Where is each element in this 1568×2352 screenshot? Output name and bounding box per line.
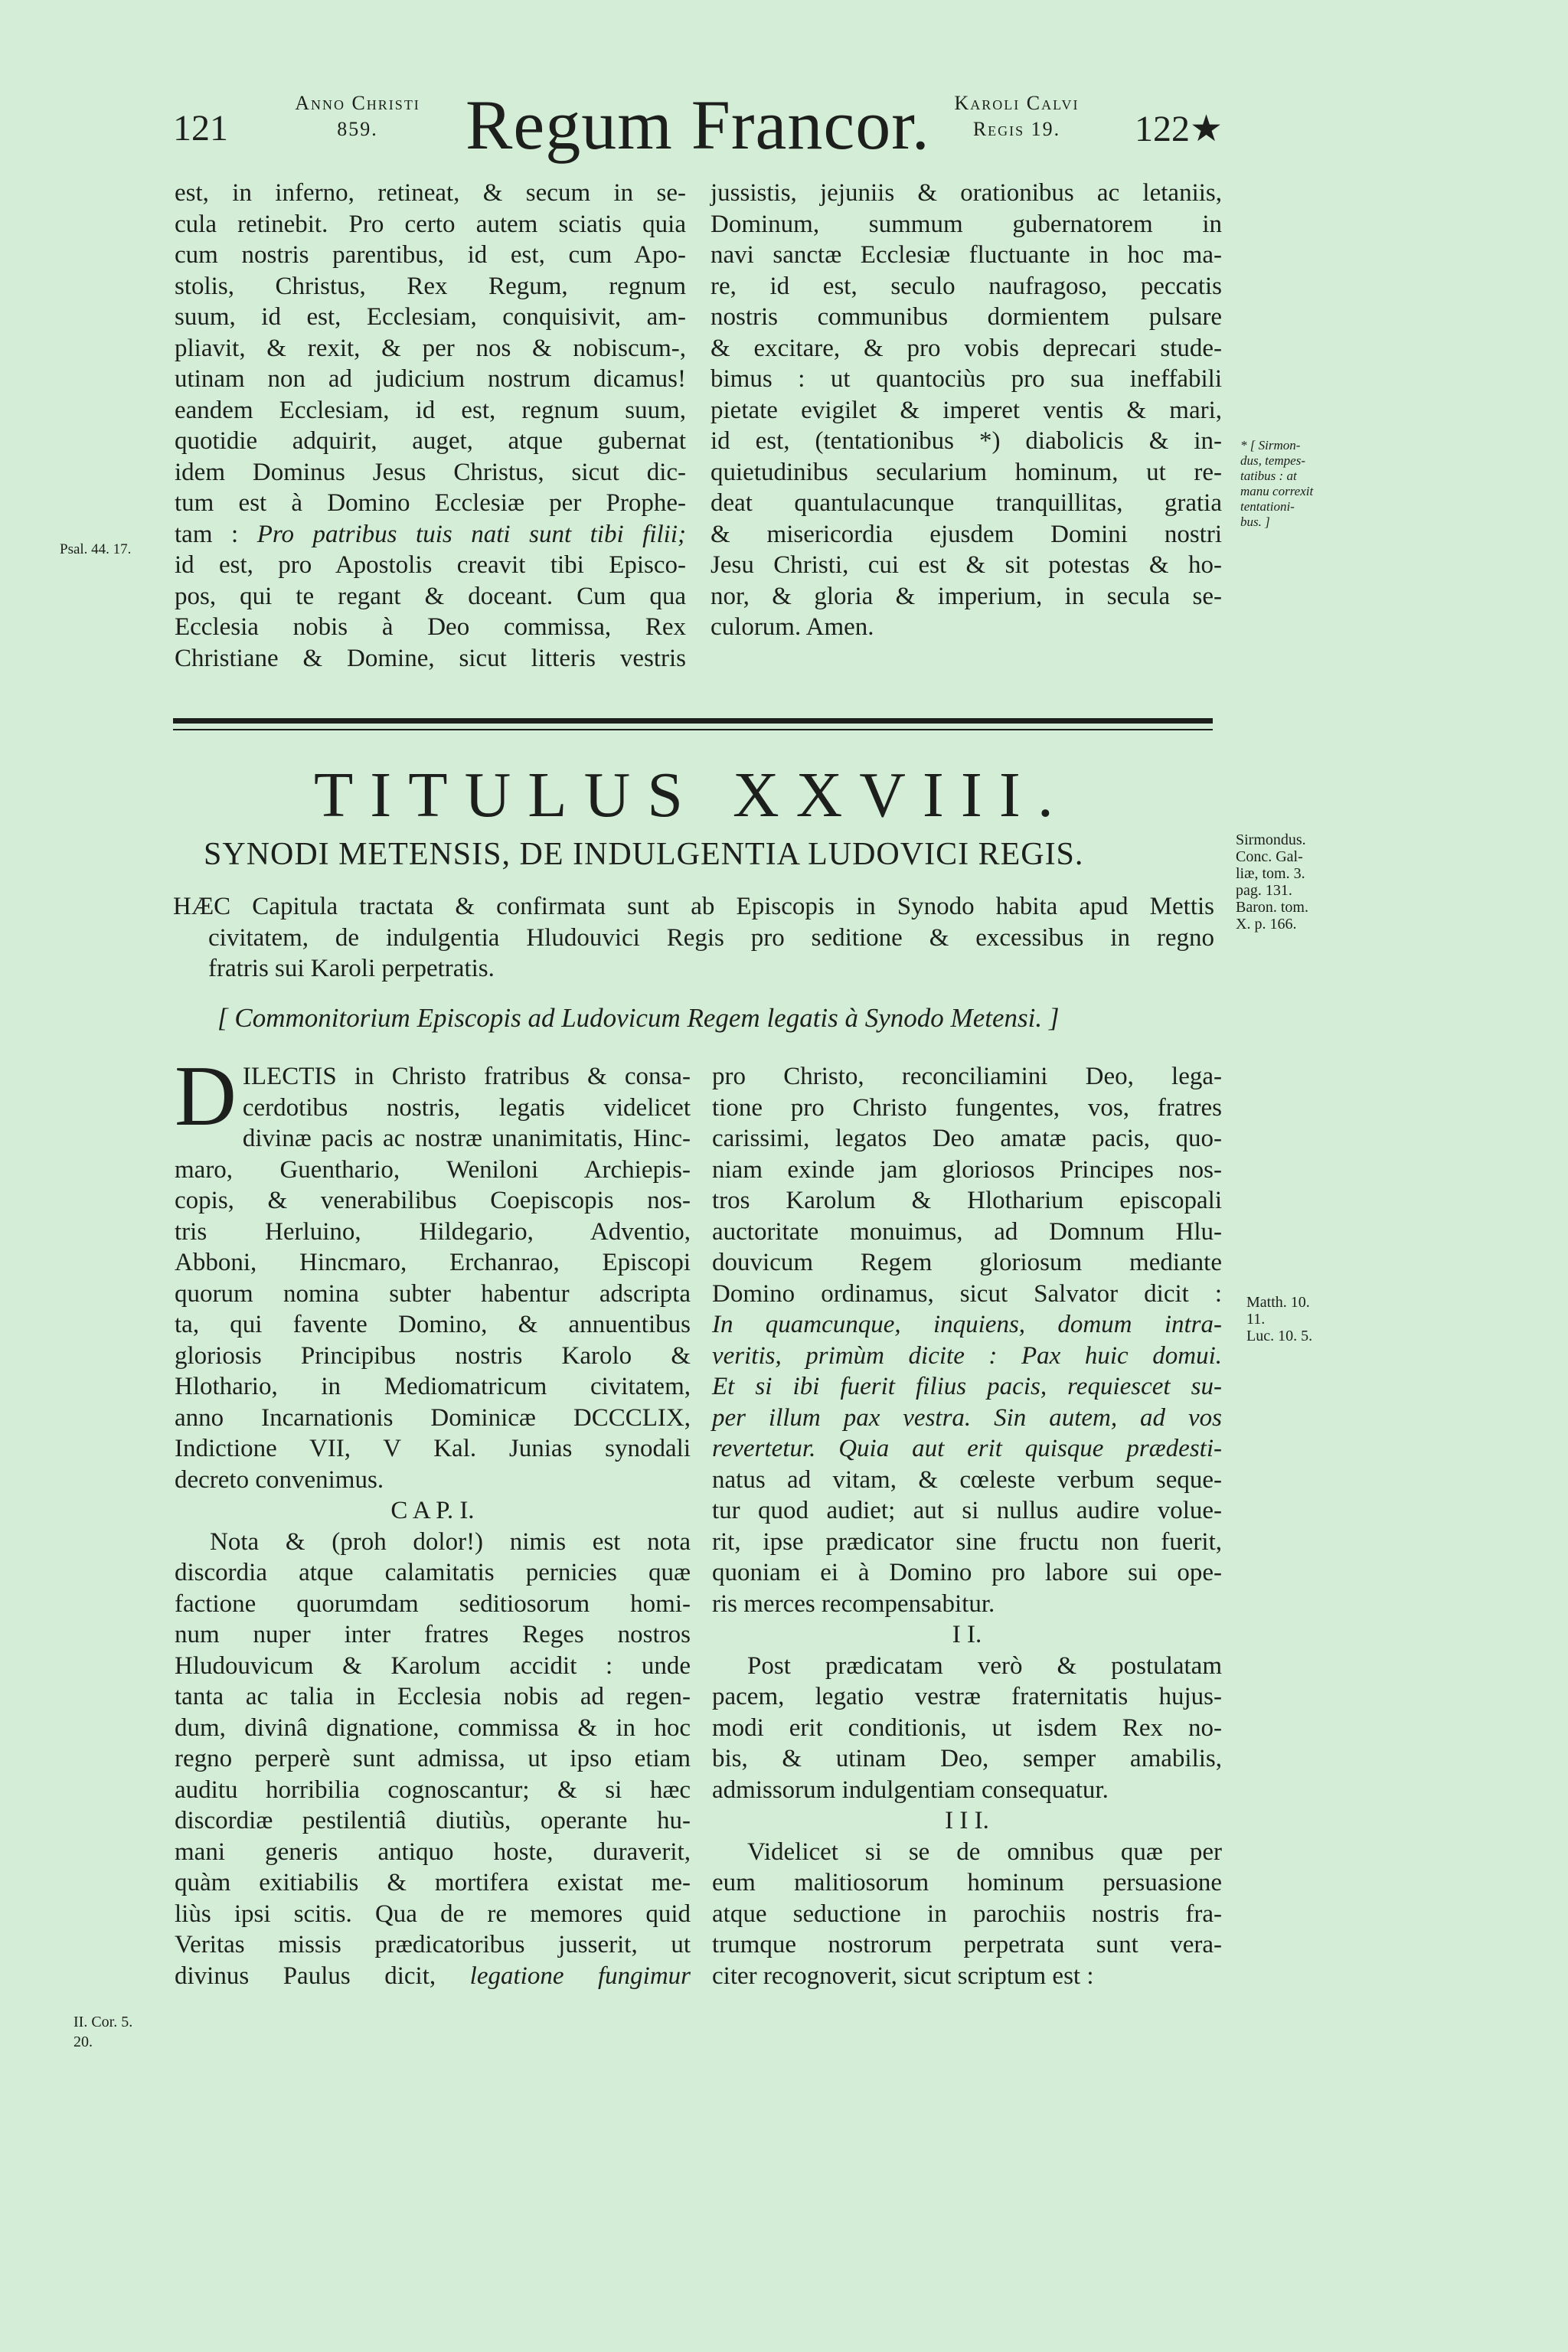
margin-line: tatibus : at — [1240, 469, 1297, 483]
text-line: eandem Ecclesiam, id est, regnum suum, — [175, 396, 686, 424]
margin-line: II. Cor. 5. — [74, 2014, 133, 2030]
margin-line: bus. ] — [1240, 514, 1270, 529]
text-line: pietate evigilet & imperet ventis & mari, — [710, 396, 1222, 424]
margin-note-sirmond-ref — [1236, 831, 1343, 933]
text-line: ILECTIS in Christo fratribus & consa- — [242, 1063, 691, 1090]
bottom-right-column — [712, 1061, 1222, 1991]
text-line: mani generis antiquo hoste, duraverit, — [175, 1838, 691, 1866]
text-line: gloriosis Principibus nostris Karolo & — [175, 1341, 691, 1370]
margin-note-psal: Psal. 44. 17. — [60, 541, 132, 557]
text-line: veritis, primùm dicite : Pax huic domui. — [712, 1341, 1222, 1370]
text-line: regno perperè sunt admissa, ut ipso etiam — [175, 1745, 691, 1772]
text-line: ris merces recompensabitur. — [712, 1589, 995, 1618]
text-line: culorum. Amen. — [710, 613, 874, 641]
section-rule-thick — [173, 718, 1213, 724]
chapter-heading: I I I. — [945, 1807, 989, 1834]
text-line: Veritas missis prædicatoribus jusserit, ut — [175, 1931, 691, 1958]
margin-note-icor — [74, 2012, 132, 2052]
text-line: Dominum, summum gubernatorem in — [710, 210, 1222, 238]
section-rule-thin — [173, 729, 1213, 730]
text-line: discordia atque calamitatis pernicies quæ — [175, 1559, 691, 1586]
commonitorium-heading: [ Commonitorium Episcopis ad Ludovicum Regem legatis à Synodo Metensi. ] — [217, 1003, 1060, 1033]
synod-subtitle: SYNODI METENSIS, DE INDULGENTIA LUDOVICI REGIS. — [204, 837, 1084, 872]
text-line: tione pro Christo fungentes, vos, fratres — [712, 1093, 1222, 1122]
text-line: In quamcunque, inquiens, domum intra- — [712, 1311, 1222, 1338]
titulus-heading: TITULUS XXVIII. — [314, 760, 1070, 831]
text-line: dum, divinâ dignatione, commissa & in hoc — [175, 1713, 691, 1742]
text-line: jussistis, jejuniis & orationibus ac letaniis, — [710, 179, 1222, 207]
text-line: & misericordia ejusdem Domini nostri — [710, 520, 1222, 548]
text-line: copis, & venerabilibus Coepiscopis nos- — [175, 1187, 691, 1214]
text-line: utinam non ad judicium nostrum dicamus! — [175, 365, 686, 393]
text-line: & excitare, & pro vobis deprecari stude- — [710, 334, 1222, 362]
text-line: quorum nomina subter habentur adscripta — [175, 1279, 691, 1308]
text-line: Ecclesia nobis à Deo commissa, Rex — [175, 613, 686, 641]
text-line: ta, qui favente Domino, & annuentibus — [175, 1311, 691, 1338]
chapter-heading: C A P. I. — [390, 1497, 475, 1524]
margin-line: Matth. 10. — [1246, 1294, 1310, 1311]
text-line: Christiane & Domine, sicut litteris vestris — [175, 644, 686, 672]
margin-line: 11. — [1246, 1311, 1266, 1328]
text-line: carissimi, legatos Deo amatæ pacis, quo- — [712, 1125, 1222, 1152]
text-line: pliavit, & rexit, & per nos & nobiscum-, — [175, 334, 686, 362]
text-line: stolis, Christus, Rex Regum, regnum — [175, 272, 686, 300]
text-line: re, id est, seculo naufragoso, peccatis — [710, 272, 1222, 300]
text-line: pos, qui te regant & doceant. Cum qua — [175, 582, 686, 610]
text-line: idem Dominus Jesus Christus, sicut dic- — [175, 458, 686, 486]
margin-line: Conc. Gal- — [1236, 848, 1303, 865]
text-line: modi erit conditionis, ut isdem Rex no- — [712, 1713, 1222, 1742]
margin-line: Baron. tom. — [1236, 899, 1308, 916]
text-line: liùs ipsi scitis. Qua de re memores quid — [175, 1900, 691, 1928]
text-line: nor, & gloria & imperium, in secula se- — [710, 582, 1222, 610]
text-line: douvicum Regem gloriosum mediante — [712, 1249, 1222, 1276]
text-line: Hludouvicum & Karolum accidit : unde — [175, 1651, 691, 1680]
text-line: maro, Guenthario, Weniloni Archiepis- — [175, 1155, 691, 1184]
text-line: cula retinebit. Pro certo autem sciatis quia — [175, 210, 686, 238]
margin-line: * [ Sirmon- — [1240, 438, 1301, 452]
margin-line: dus, tempes- — [1240, 453, 1305, 468]
bottom-left-column — [175, 1049, 691, 1991]
text-line: nostris communibus dormientem pulsare — [710, 303, 1222, 331]
text-line: pacem, legatio vestræ fraternitatis hujus- — [712, 1683, 1222, 1710]
top-left-column — [175, 178, 686, 674]
text-line: decreto convenimus. — [175, 1465, 384, 1494]
text-line: trumque nostrorum perpetrata sunt vera- — [712, 1931, 1222, 1958]
text-line: anno Incarnationis Dominicæ DCCCLIX, — [175, 1403, 691, 1432]
text-line: suum, id est, Ecclesiam, conquisivit, am- — [175, 303, 686, 331]
intro-line: civitatem, de indulgentia Hludouvici Regis pro seditione & excessibus in regno — [208, 923, 1214, 952]
text-line: factione quorumdam seditiosorum homi- — [175, 1589, 691, 1618]
text-line: tros Karolum & Hlotharium episcopali — [712, 1187, 1222, 1214]
text-line: per illum pax vestra. Sin autem, ad vos — [712, 1403, 1222, 1432]
text-line: Post prædicatam verò & postulatam — [747, 1651, 1222, 1680]
text-line: tris Herluino, Hildegario, Adventio, — [175, 1217, 691, 1246]
text-line: niam exinde jam gloriosos Principes nos- — [712, 1155, 1222, 1184]
top-right-column — [710, 178, 1222, 643]
text-line: tam : Pro patribus tuis nati sunt tibi filii; — [175, 520, 686, 548]
text-line: Hlothario, in Mediomatricum civitatem, — [175, 1373, 691, 1400]
text-line: rit, ipse prædicator sine fructu non fuerit, — [712, 1527, 1222, 1556]
text-line: revertetur. Quia aut erit quisque prædesti- — [712, 1435, 1222, 1462]
text-line: auctoritate monuimus, ad Domnum Hlu- — [712, 1217, 1222, 1246]
text-line: Indictione VII, V Kal. Junias synodali — [175, 1435, 691, 1462]
intro-line: HÆC Capitula tractata & confirmata sunt ab Episcopis in Synodo habita apud Mettis — [173, 893, 1214, 920]
text-line: tum est à Domino Ecclesiæ per Prophe- — [175, 489, 686, 517]
text-line: tanta ac talia in Ecclesia nobis ad regen- — [175, 1683, 691, 1710]
margin-note-matth — [1246, 1294, 1312, 1344]
margin-line: tentationi- — [1240, 499, 1295, 514]
text-line: divinæ pacis ac nostræ unanimitatis, Hinc- — [242, 1125, 691, 1152]
text-line: Et si ibi fuerit filius pacis, requiescet su- — [712, 1373, 1222, 1400]
text-line: navi sanctæ Ecclesiæ fluctuante in hoc ma- — [710, 241, 1222, 269]
running-head-regis-line2: Regis 19. — [972, 118, 1061, 140]
text-line: Nota & (proh dolor!) nimis est nota — [210, 1527, 691, 1556]
running-title: Regum Francor. — [466, 86, 930, 164]
text-line: auditu horribilia cognoscantur; & si hæc — [175, 1775, 691, 1804]
margin-line: manu correxit — [1240, 484, 1314, 498]
text-line: num nuper inter fratres Reges nostros — [175, 1621, 691, 1648]
text-line: divinus Paulus dicit, legatione fungimur — [175, 1962, 691, 1990]
text-line: est, in inferno, retineat, & secum in se- — [175, 179, 686, 207]
intro-line: fratris sui Karoli perpetratis. — [208, 955, 495, 982]
chapter-heading: I I. — [952, 1621, 982, 1648]
text-line: eum malitiosorum hominum persuasione — [712, 1869, 1222, 1896]
intro-paragraph — [173, 891, 1214, 985]
margin-line: X. p. 166. — [1236, 916, 1297, 933]
text-line: quàm exitiabilis & mortifera existat me- — [175, 1869, 691, 1896]
text-line: Abboni, Hincmaro, Erchanrao, Episcopi — [175, 1249, 691, 1276]
text-line: citer recognoverit, sicut scriptum est : — [712, 1962, 1094, 1990]
margin-line: 20. — [74, 2034, 93, 2050]
text-line: bimus : ut quantociùs pro sua ineffabili — [710, 365, 1222, 393]
text-line: quotidie adquirit, auget, atque gubernat — [175, 427, 686, 455]
text-line: discordiæ pestilentiâ diutiùs, operante hu- — [175, 1807, 691, 1834]
text-line: natus ad vitam, & cœleste verbum seque- — [712, 1465, 1222, 1494]
margin-line: liæ, tom. 3. — [1236, 865, 1305, 882]
text-line: Jesu Christi, cui est & sit potestas & ho- — [710, 551, 1222, 579]
margin-note-sirmond — [1240, 438, 1340, 530]
text-line: deat quantulacunque tranquillitas, gratia — [710, 489, 1222, 517]
text-line: quoniam ei à Domino pro labore sui ope- — [712, 1559, 1222, 1586]
left-page-number: 121 — [173, 108, 228, 149]
running-head-regis — [923, 90, 1110, 142]
text-line: cum nostris parentibus, id est, cum Apo- — [175, 241, 686, 269]
running-head-anno-line1: Anno Christi — [295, 92, 420, 114]
text-line: id est, (tentationibus *) diabolicis & in- — [710, 427, 1222, 455]
text-line: bis, & utinam Deo, semper amabilis, — [712, 1745, 1222, 1772]
text-line: pro Christo, reconciliamini Deo, lega- — [712, 1063, 1222, 1090]
text-line: cerdotibus nostris, legatis videlicet — [242, 1093, 691, 1122]
text-line: Videlicet si se de omnibus quæ per — [747, 1838, 1222, 1866]
running-head-anno-line2: 859. — [337, 118, 378, 140]
running-head-regis-line1: Karoli Calvi — [954, 92, 1080, 114]
right-page-number: 122★ — [1135, 109, 1223, 149]
text-line: id est, pro Apostolis creavit tibi Episco- — [175, 551, 686, 579]
text-line: atque seductione in parochiis nostris fra- — [712, 1900, 1222, 1928]
drop-cap: D — [175, 1049, 237, 1144]
text-line: tur quod audiet; aut si nullus audire volue- — [712, 1497, 1222, 1524]
text-line: Domino ordinamus, sicut Salvator dicit : — [712, 1279, 1222, 1308]
running-head-anno — [277, 90, 438, 142]
text-line: quietudinibus secularium hominum, ut re- — [710, 458, 1222, 486]
margin-line: Luc. 10. 5. — [1246, 1328, 1313, 1344]
margin-line: pag. 131. — [1236, 882, 1292, 899]
margin-line: Sirmondus. — [1236, 831, 1306, 848]
text-line: admissorum indulgentiam consequatur. — [712, 1775, 1109, 1804]
